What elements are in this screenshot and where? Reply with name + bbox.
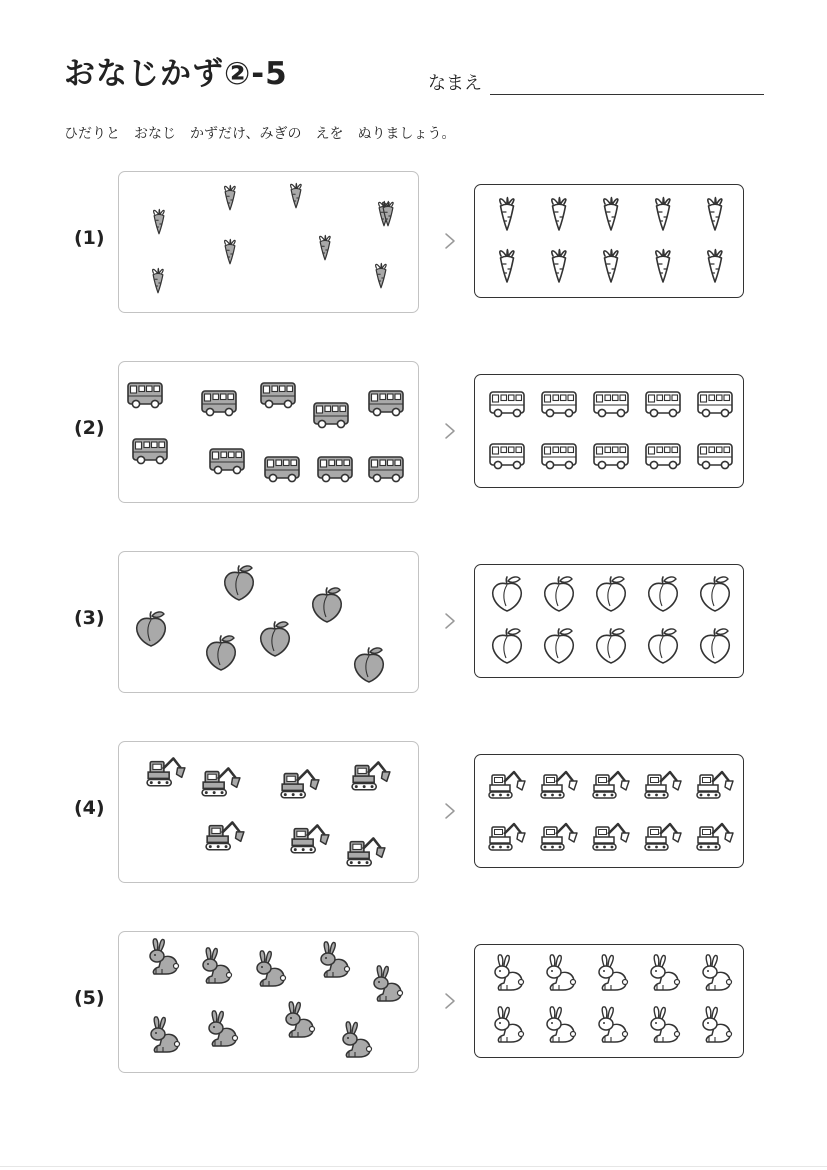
carrot-icon[interactable] — [695, 193, 735, 233]
rabbit-icon — [249, 949, 289, 989]
name-write-line[interactable] — [490, 94, 764, 95]
excavator-icon[interactable] — [487, 763, 527, 803]
peach-icon — [349, 644, 389, 684]
rabbit-icon[interactable] — [539, 1005, 579, 1045]
answer-box — [474, 564, 744, 678]
peach-icon[interactable] — [591, 625, 631, 665]
answer-box — [474, 374, 744, 488]
rabbit-icon — [142, 937, 182, 977]
rabbit-icon — [201, 1009, 241, 1049]
bus-icon — [258, 374, 298, 414]
peach-icon[interactable] — [539, 625, 579, 665]
carrot-icon — [373, 198, 403, 228]
rabbit-icon[interactable] — [695, 953, 735, 993]
excavator-icon[interactable] — [487, 815, 527, 855]
rabbit-icon[interactable] — [487, 1005, 527, 1045]
excavator-icon — [204, 813, 246, 855]
bus-icon — [262, 448, 302, 488]
peach-icon — [219, 562, 259, 602]
rabbit-icon[interactable] — [643, 953, 683, 993]
carrot-icon[interactable] — [695, 245, 735, 285]
carrot-icon[interactable] — [487, 245, 527, 285]
bus-icon[interactable] — [643, 383, 683, 423]
bus-icon[interactable] — [539, 383, 579, 423]
carrot-icon — [143, 265, 173, 295]
peach-icon[interactable] — [643, 573, 683, 613]
rabbit-icon — [335, 1020, 375, 1060]
bus-icon — [315, 448, 355, 488]
rabbit-icon — [143, 1015, 183, 1055]
problem-number: (2) — [74, 417, 105, 439]
excavator-icon[interactable] — [695, 763, 735, 803]
chevron-right-icon — [441, 421, 459, 441]
bus-icon[interactable] — [695, 435, 735, 475]
answer-box — [474, 184, 744, 298]
name-label: なまえ — [428, 73, 482, 94]
excavator-icon[interactable] — [591, 815, 631, 855]
excavator-icon[interactable] — [643, 815, 683, 855]
peach-icon — [131, 608, 171, 648]
bus-icon[interactable] — [591, 435, 631, 475]
rabbit-icon[interactable] — [643, 1005, 683, 1045]
chevron-right-icon — [441, 231, 459, 251]
reference-box — [118, 171, 419, 313]
peach-icon[interactable] — [643, 625, 683, 665]
excavator-icon[interactable] — [539, 763, 579, 803]
answer-box — [474, 944, 744, 1058]
excavator-icon[interactable] — [695, 815, 735, 855]
bus-icon[interactable] — [487, 383, 527, 423]
bus-icon[interactable] — [539, 435, 579, 475]
peach-icon[interactable] — [539, 573, 579, 613]
carrot-icon[interactable] — [643, 245, 683, 285]
carrot-icon — [215, 182, 245, 212]
excavator-icon — [289, 816, 331, 858]
bus-icon — [199, 382, 239, 422]
excavator-icon — [345, 829, 387, 871]
excavator-icon — [279, 761, 321, 803]
problem-number: (4) — [74, 797, 105, 819]
bus-icon — [311, 394, 351, 434]
carrot-icon — [281, 180, 311, 210]
bus-icon — [366, 382, 406, 422]
answer-box — [474, 754, 744, 868]
excavator-icon[interactable] — [591, 763, 631, 803]
bus-icon[interactable] — [695, 383, 735, 423]
carrot-icon[interactable] — [539, 245, 579, 285]
peach-icon[interactable] — [591, 573, 631, 613]
bus-icon[interactable] — [643, 435, 683, 475]
peach-icon[interactable] — [695, 625, 735, 665]
carrot-icon[interactable] — [487, 193, 527, 233]
bus-icon — [366, 448, 406, 488]
problem-number: (3) — [74, 607, 105, 629]
excavator-icon — [350, 753, 392, 795]
rabbit-icon[interactable] — [591, 1005, 631, 1045]
problem-number: (1) — [74, 227, 105, 249]
chevron-right-icon — [441, 991, 459, 1011]
reference-box — [118, 931, 419, 1073]
page-title: おなじかず②-5 — [64, 56, 288, 92]
rabbit-icon — [195, 946, 235, 986]
excavator-icon[interactable] — [643, 763, 683, 803]
rabbit-icon — [366, 964, 406, 1004]
carrot-icon[interactable] — [591, 245, 631, 285]
chevron-right-icon — [441, 801, 459, 821]
peach-icon — [307, 584, 347, 624]
peach-icon[interactable] — [695, 573, 735, 613]
rabbit-icon[interactable] — [695, 1005, 735, 1045]
excavator-icon[interactable] — [539, 815, 579, 855]
excavator-icon — [145, 749, 187, 791]
carrot-icon — [215, 236, 245, 266]
rabbit-icon[interactable] — [539, 953, 579, 993]
carrot-icon[interactable] — [539, 193, 579, 233]
instruction-text: ひだりと おなじ かずだけ、みぎの えを ぬりましょう。 — [64, 126, 456, 142]
bus-icon — [125, 374, 165, 414]
carrot-icon — [144, 206, 174, 236]
bus-icon[interactable] — [591, 383, 631, 423]
rabbit-icon — [313, 940, 353, 980]
peach-icon — [201, 632, 241, 672]
peach-icon[interactable] — [487, 573, 527, 613]
carrot-icon[interactable] — [643, 193, 683, 233]
bus-icon — [130, 430, 170, 470]
carrot-icon[interactable] — [591, 193, 631, 233]
excavator-icon — [200, 759, 242, 801]
bus-icon — [207, 440, 247, 480]
reference-box — [118, 361, 419, 503]
carrot-icon — [310, 232, 340, 262]
reference-box — [118, 551, 419, 693]
reference-box — [118, 741, 419, 883]
rabbit-icon[interactable] — [487, 953, 527, 993]
peach-icon — [255, 618, 295, 658]
carrot-icon — [366, 260, 396, 290]
chevron-right-icon — [441, 611, 459, 631]
rabbit-icon[interactable] — [591, 953, 631, 993]
problem-number: (5) — [74, 987, 105, 1009]
page-bottom-divider — [0, 1166, 827, 1167]
peach-icon[interactable] — [487, 625, 527, 665]
bus-icon[interactable] — [487, 435, 527, 475]
rabbit-icon — [278, 1000, 318, 1040]
